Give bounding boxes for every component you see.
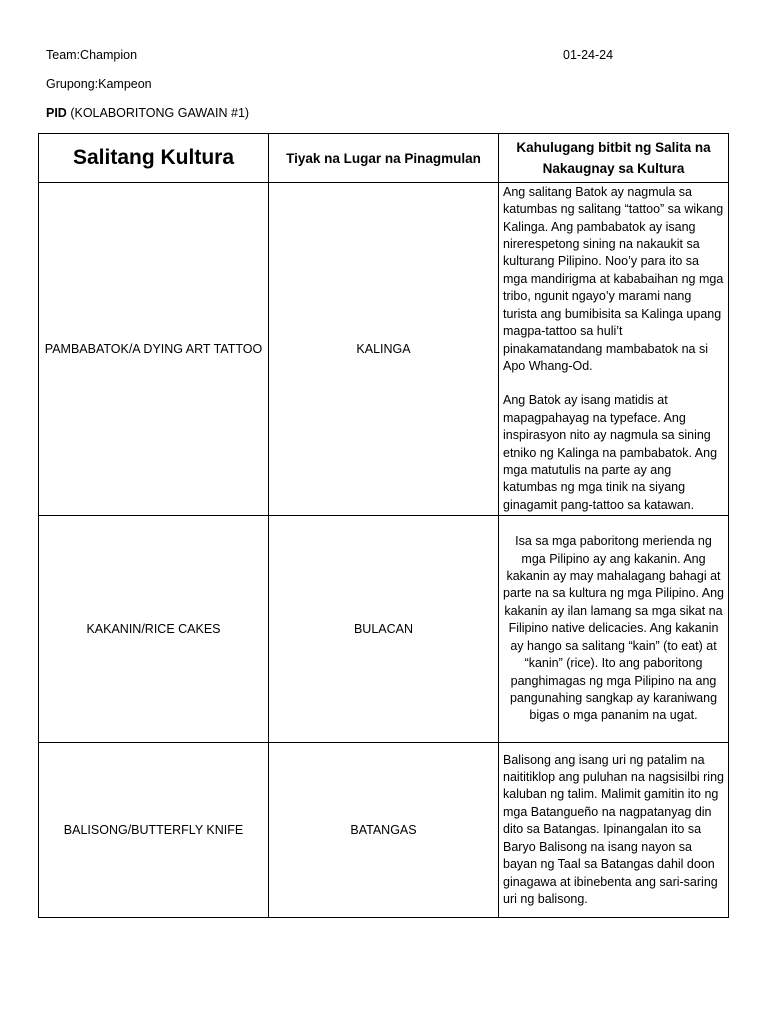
culture-words-table (38, 133, 729, 918)
pid-bold-label: PID (46, 106, 67, 120)
meaning-paragraph: Ang salitang Batok ay nagmula sa katumbas ng salitang “tattoo” sa wikang Kalinga. Ang pambabatok ay isang nirerespetong sining na nakaukit sa kulturang Pilipino. Noo’y para ito sa mga mandirigma at kababaihan ng mga tribo, ngunit ngayo’y marami nang turista ang bumibisita sa Kalinga upang magpa-tattoo sa huli’t pinakamatandang mambabatok na si Apo Whang-Od. (503, 184, 724, 373)
meaning-cell (499, 183, 729, 516)
pid-activity-label: (KOLABORITONG GAWAIN #1) (66, 106, 250, 120)
place-cell: BATANGAS (269, 743, 499, 918)
column-header-meaning: Kahulugang bitbit ng Salita na Nakaugnay sa Kultura (499, 134, 729, 183)
document-date: 01-24-24 (563, 48, 614, 62)
word-cell: KAKANIN/RICE CAKES (39, 516, 269, 743)
group-label: Grupong:Kampeon (46, 77, 152, 91)
meaning-cell: Balisong ang isang uri ng patalim na naititiklop ang puluhan na nagsisilbi ring kaluban ng talim. Malimit gamitin ito ng mga Batangueño na nagpatanyag din dito sa Batangas. Ipinangalan ito sa Baryo Balisong na isang nayon sa bayan ng Taal sa Batangas dahil doon ginagawa at ibinebenta ang sari-saring uri ng balisong. (499, 743, 729, 918)
pid-line (46, 106, 249, 120)
place-cell: BULACAN (269, 516, 499, 743)
table-row (39, 183, 729, 516)
table-header-row (39, 134, 729, 183)
team-label: Team:Champion (46, 48, 138, 62)
word-cell: PAMBABATOK/A DYING ART TATTOO (39, 183, 269, 516)
meaning-paragraph: Ang Batok ay isang matidis at mapagpahayag na typeface. Ang inspirasyon nito ay nagmula sa sining etniko ng Kalinga na pambabatok. Ang mga matutulis na parte ay ang katumbas ng mga tinik na siyang ginagamit pang-tattoo sa katawan. (503, 393, 718, 512)
meaning-cell: Isa sa mga paboritong merienda ng mga Pilipino ay ang kakanin. Ang kakanin ay may mahalagang bahagi at parte na sa kultura ng mga Pilipino. Ang kakanin ay ilan lamang sa mga sikat na Filipino native delicacies. Ang kakanin ay hango sa salitang “kain” (to eat) at “kanin” (rice). Ito ang paboritong panghimagas ng mga Pilipino na ang pangunahing sangkap ay karaniwang bigas o mga pananim na ugat. (499, 516, 729, 743)
table-row (39, 516, 729, 743)
column-header-place: Tiyak na Lugar na Pinagmulan (269, 134, 499, 183)
column-header-word: Salitang Kultura (39, 134, 269, 183)
place-cell: KALINGA (269, 183, 499, 516)
word-cell: BALISONG/BUTTERFLY KNIFE (39, 743, 269, 918)
table-row (39, 743, 729, 918)
